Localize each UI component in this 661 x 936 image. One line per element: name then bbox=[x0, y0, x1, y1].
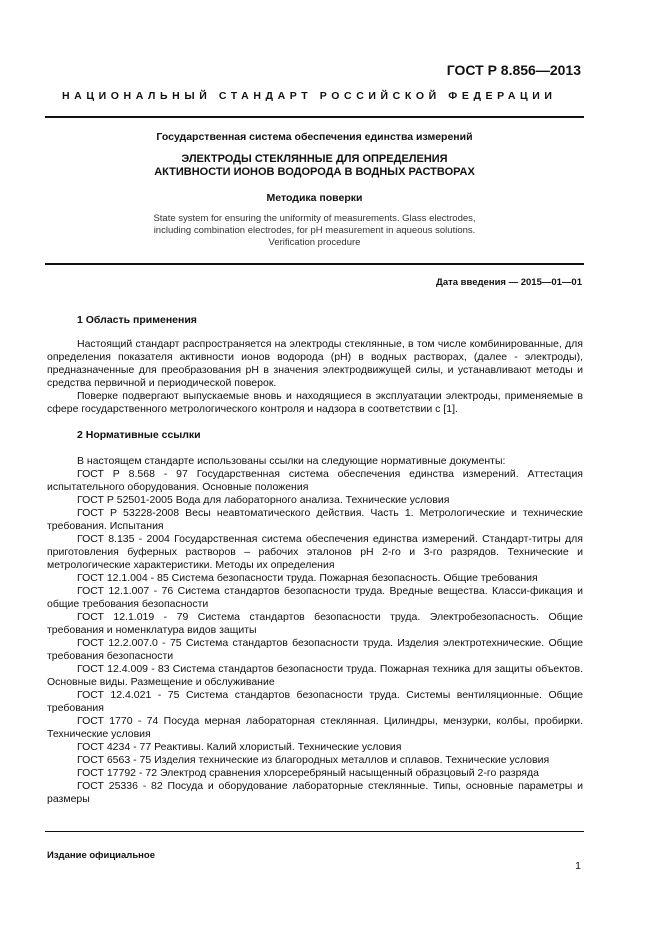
normative-reference: ГОСТ 12.1.007 - 76 Система стандартов безопасности труда. Вредные вещества. Класси-фикация и общие требования безопасности bbox=[47, 585, 583, 610]
normative-reference: ГОСТ 25336 - 82 Посуда и оборудование лабораторные стеклянные. Типы, основные параметры и размеры bbox=[47, 780, 583, 805]
page-number: 1 bbox=[575, 860, 581, 872]
section-1-heading: 1 Область применения bbox=[77, 314, 197, 326]
english-line-1: State system for ensuring the uniformity of measurements. Glass electrodes, bbox=[153, 213, 476, 224]
english-title bbox=[45, 213, 584, 249]
normative-reference: ГОСТ 12.2.007.0 - 75 Система стандартов безопасности труда. Изделия электротехнические. Общие требования безопасности bbox=[47, 637, 583, 662]
section-2-heading: 2 Нормативные ссылки bbox=[77, 429, 201, 441]
title-line-2: АКТИВНОСТИ ИОНОВ ВОДОРОДА В ВОДНЫХ РАСТВОРАХ bbox=[154, 166, 475, 178]
english-line-3: Verification procedure bbox=[268, 237, 361, 248]
normative-reference: ГОСТ 1770 - 74 Посуда мерная лабораторная стеклянная. Цилиндры, мензурки, колбы, пробирки. Технические условия bbox=[47, 715, 583, 740]
header-rule bbox=[45, 116, 584, 118]
intro-date: Дата введения — 2015—01—01 bbox=[436, 277, 582, 288]
normative-reference: ГОСТ 8.135 - 2004 Государственная система обеспечения единства измерений. Стандарт-титры для приготовления буферных растворов – рабочих эталонов pH 2-го и 3-го разрядов. Технические и метрологические характеристики. Методы их определения bbox=[47, 533, 583, 571]
normative-reference: ГОСТ 12.1.004 - 85 Система безопасности труда. Пожарная безопасность. Общие требования bbox=[77, 572, 538, 584]
normative-reference: ГОСТ 6563 - 75 Изделия технические из благородных металлов и сплавов. Технические условия bbox=[77, 754, 550, 766]
normative-reference: ГОСТ Р 52501-2005 Вода для лабораторного анализа. Технические условия bbox=[77, 494, 450, 506]
normative-reference: ГОСТ 17792 - 72 Электрод сравнения хлорсеребряный насыщенный образцовый 2-го разряда bbox=[77, 767, 539, 779]
normative-reference: ГОСТ 12.4.021 - 75 Система стандартов безопасности труда. Системы вентиляционные. Общие требования bbox=[47, 689, 583, 714]
section-1-paragraph: Настоящий стандарт распространяется на электроды стеклянные, в том числе комбинированные, для определения показателя активности ионов водорода (pH) в водных растворах, (далее - электроды), предназначенные для преобразования pH в значения электродвижущей силы, и устанавливают методы и средства первичной и периодической поверок. bbox=[47, 338, 583, 389]
normative-reference: ГОСТ 12.1.019 - 79 Система стандартов безопасности труда. Электробезопасность. Общие требования и номенклатура видов защиты bbox=[47, 611, 583, 636]
national-standard-banner: НАЦИОНАЛЬНЫЙ СТАНДАРТ РОССИЙСКОЙ ФЕДЕРАЦИИ bbox=[62, 90, 557, 102]
gost-number: ГОСТ Р 8.856—2013 bbox=[446, 62, 581, 78]
edition-label: Издание официальное bbox=[47, 850, 155, 861]
document-title bbox=[45, 153, 584, 179]
system-title: Государственная система обеспечения единства измерений bbox=[156, 131, 473, 143]
normative-reference: ГОСТ Р 8.568 - 97 Государственная система обеспечения единства измерений. Аттестация испытательного оборудования. Основные положения bbox=[47, 468, 583, 493]
section-1-paragraph: Поверке подвергают выпускаемые вновь и находящиеся в эксплуатации электроды, применяемые в сфере государственного метрологического контроля и надзора в соответствии с [1]. bbox=[47, 390, 583, 415]
title-block-rule bbox=[45, 263, 584, 265]
footer-rule bbox=[45, 831, 584, 832]
section-1-body bbox=[47, 338, 583, 416]
section-2-body bbox=[47, 455, 583, 806]
normative-reference: ГОСТ 12.4.009 - 83 Система стандартов безопасности труда. Пожарная техника для защиты объектов. Основные виды. Размещение и обслуживание bbox=[47, 663, 583, 688]
english-line-2: including combination electrodes, for pH measurement in aqueous solutions. bbox=[153, 225, 476, 236]
normative-reference: ГОСТ Р 53228-2008 Весы неавтоматического действия. Часть 1. Метрологические и технические требования. Испытания bbox=[47, 507, 583, 532]
title-line-1: ЭЛЕКТРОДЫ СТЕКЛЯННЫЕ ДЛЯ ОПРЕДЕЛЕНИЯ bbox=[181, 153, 448, 165]
normative-reference: ГОСТ 4234 - 77 Реактивы. Калий хлористый. Технические условия bbox=[77, 741, 402, 753]
method-subtitle: Методика поверки bbox=[266, 192, 363, 204]
section-2-intro: В настоящем стандарте использованы ссылки на следующие нормативные документы: bbox=[77, 455, 506, 467]
